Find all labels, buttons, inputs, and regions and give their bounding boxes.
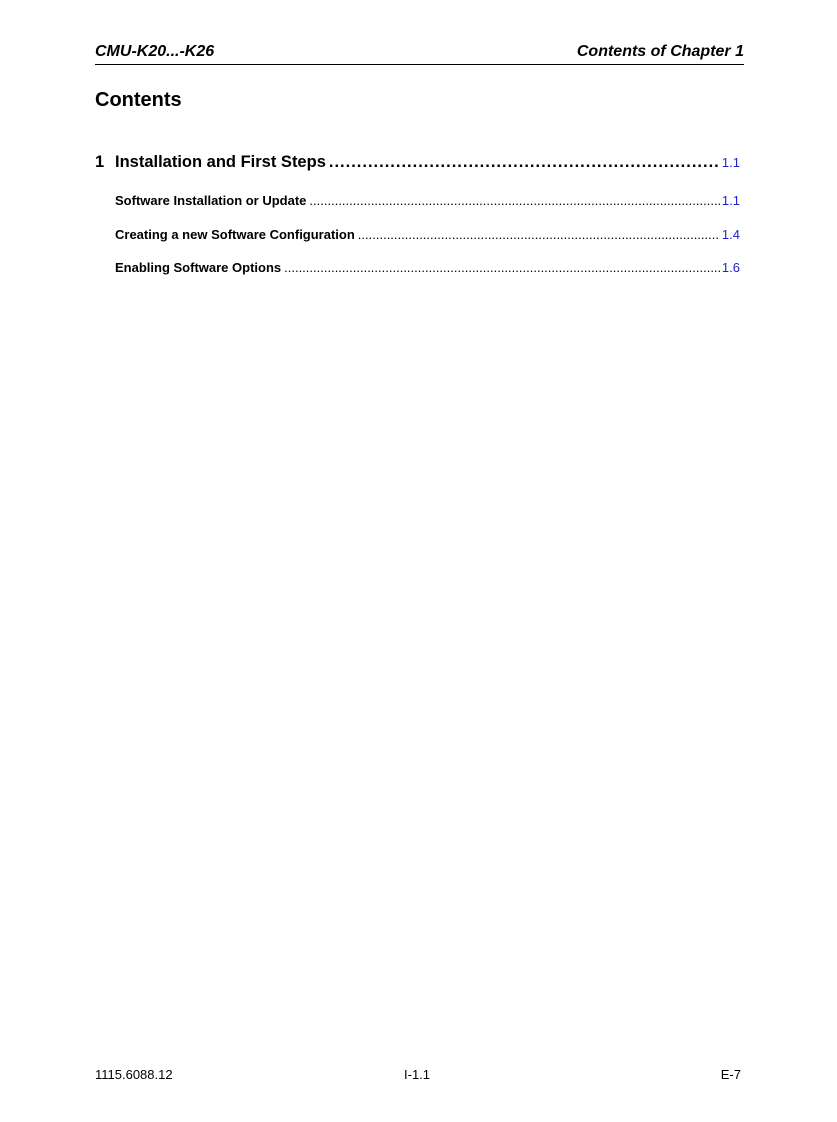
page-header: [95, 42, 744, 65]
footer-edition: E-7: [720, 1067, 741, 1082]
toc-chapter-number: 1: [95, 153, 105, 171]
toc-page-link[interactable]: 1.4: [721, 227, 740, 242]
toc-dot-leader: [358, 227, 720, 243]
toc-section-title: Software Installation or Update: [115, 193, 307, 208]
toc-dot-leader: [329, 151, 720, 173]
toc-section-entry[interactable]: [115, 193, 740, 209]
header-chapter-title: Contents of Chapter 1: [576, 43, 744, 60]
toc-section-entry[interactable]: [115, 260, 740, 276]
toc-section-title: Creating a new Software Configuration: [115, 227, 355, 242]
toc-page-link[interactable]: 1.6: [721, 260, 740, 275]
footer-document-number: 1115.6088.12: [95, 1067, 173, 1082]
header-product-name: CMU-K20...-K26: [95, 43, 215, 60]
toc-page-link[interactable]: 1.1: [721, 155, 740, 170]
toc-section-title: Enabling Software Options: [115, 260, 282, 275]
toc-dot-leader: [284, 260, 720, 276]
toc-section-entry[interactable]: [115, 227, 740, 243]
page-title: Contents: [95, 89, 182, 111]
footer-page-number: I-1.1: [404, 1067, 431, 1082]
toc-chapter-entry[interactable]: [95, 151, 740, 174]
toc-dot-leader: [309, 193, 720, 209]
toc-chapter-title: Installation and First Steps: [115, 153, 326, 171]
toc-page-link[interactable]: 1.1: [721, 193, 740, 208]
